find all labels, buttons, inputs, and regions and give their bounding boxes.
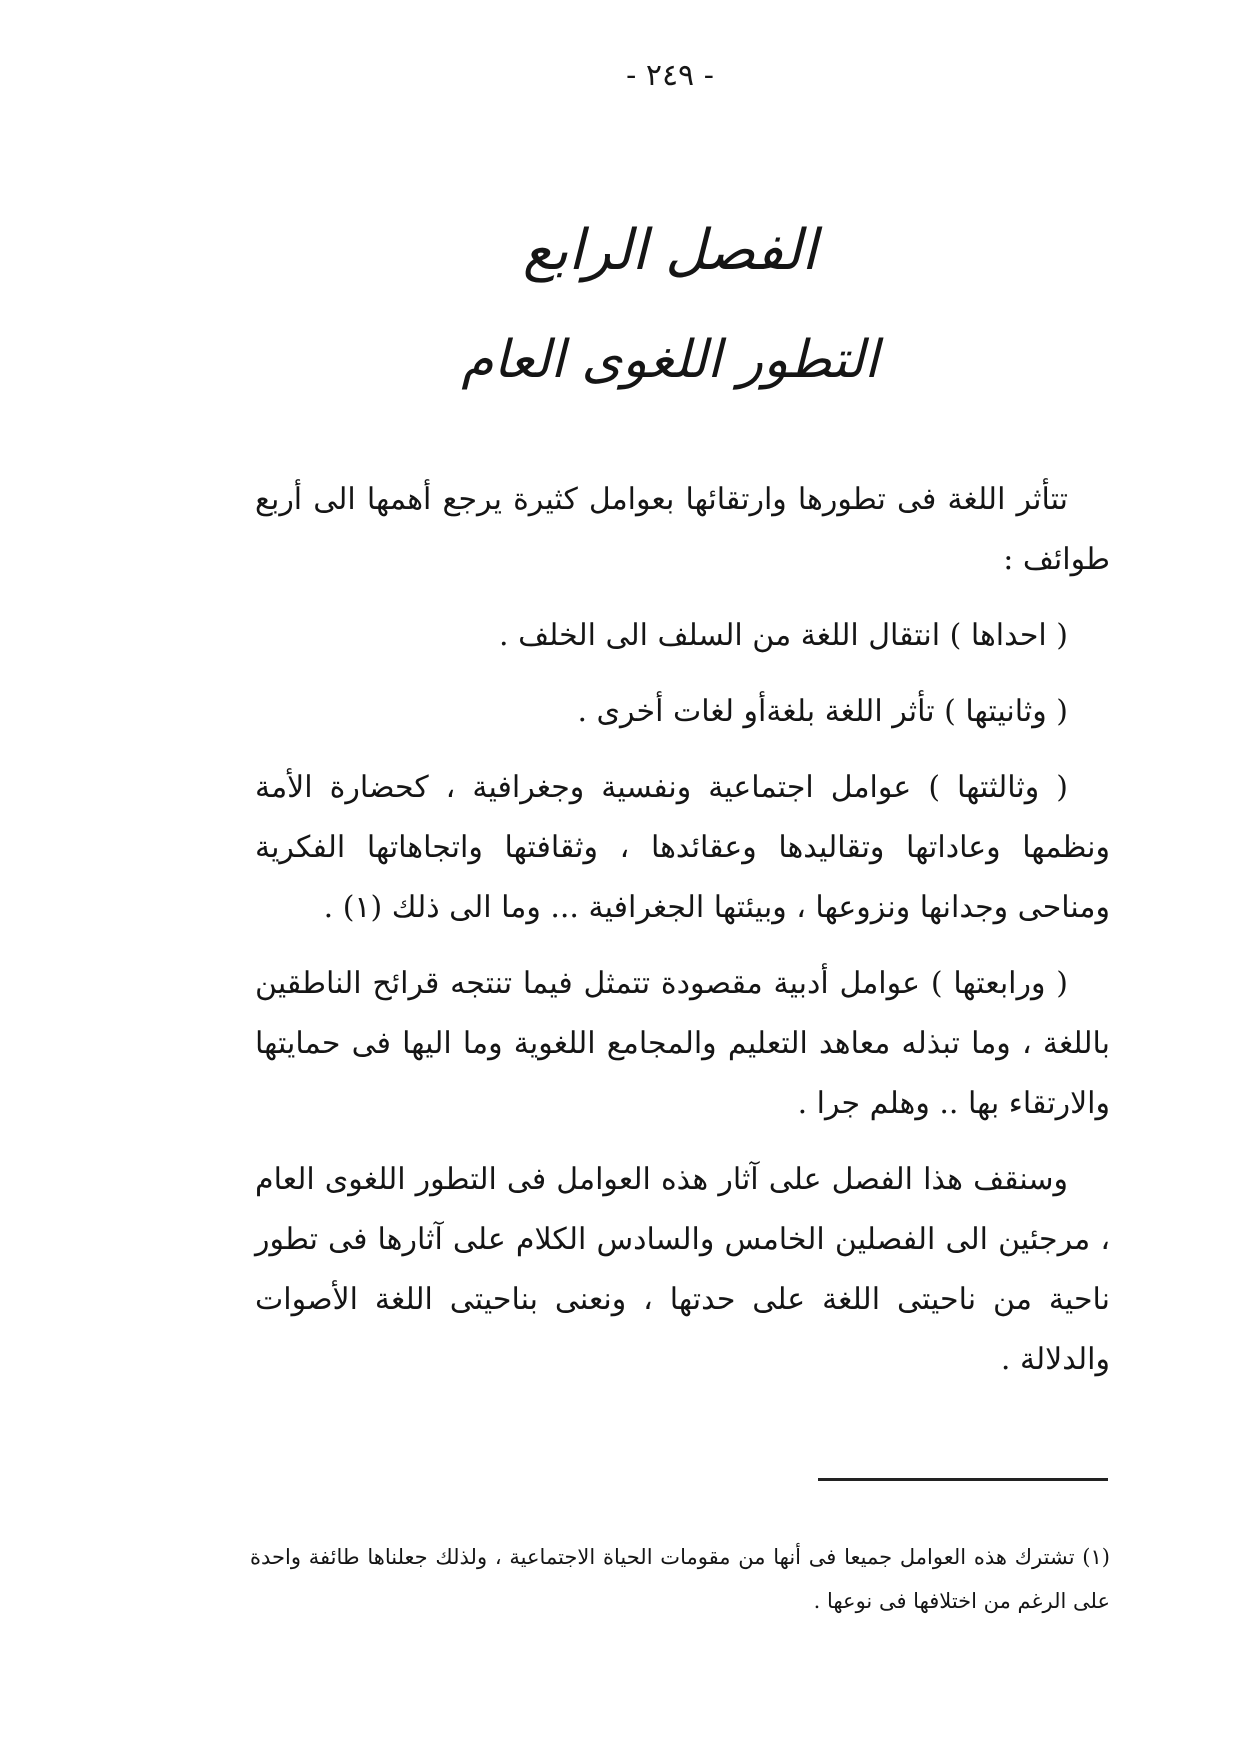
paragraph-conclusion: وسنقف هذا الفصل على آثار هذه العوامل فى التطور اللغوى العام ، مرجئين الى الفصلين الخامس والسادس الكلام على آثارها فى تطور ناحية من ناحيتى اللغة على حدتها ، ونعنى بناحيتى اللغة الأصوات والدلالة .	[255, 1162, 1110, 1377]
paragraph-first-factor: ( احداها ) انتقال اللغة من السلف الى الخلف .	[499, 618, 1068, 653]
paragraph-fourth-factor: ( ورابعتها ) عوامل أدبية مقصودة تتمثل فيما تنتجه قرائح الناطقين باللغة ، وما تبذله معاهد التعليم والمجامع اللغوية وما اليها فى حمايتها والارتقاء بها .. وهلم جرا .	[255, 966, 1110, 1121]
paragraph-intro: تتأثر اللغة فى تطورها وارتقائها بعوامل كثيرة يرجع أهمها الى أربع طوائف :	[255, 482, 1110, 577]
chapter-title: الفصل الرابع	[522, 218, 818, 283]
paragraph-second-factor: ( وثانيتها ) تأثر اللغة بلغةأو لغات أخرى .	[577, 694, 1068, 729]
body-text	[255, 470, 1110, 1406]
footnote: (١) تشترك هذه العوامل جميعا فى أنها من مقومات الحياة الاجتماعية ، ولذلك جعلناها طائفة واحدة على الرغم من اختلافها فى نوعها .	[250, 1545, 1110, 1613]
chapter-subtitle: التطور اللغوى العام	[461, 330, 879, 390]
page-number: - ٢٤٩ -	[626, 58, 714, 93]
footnote-divider	[818, 1478, 1108, 1481]
paragraph-third-factor: ( وثالثتها ) عوامل اجتماعية ونفسية وجغرافية ، كحضارة الأمة ونظمها وعاداتها وتقاليدها وعقائدها ، وثقافتها واتجاهاتها الفكرية ومناحى وجدانها ونزوعها ، وبيئتها الجغرافية ... وما الى ذلك (١) .	[255, 770, 1110, 925]
